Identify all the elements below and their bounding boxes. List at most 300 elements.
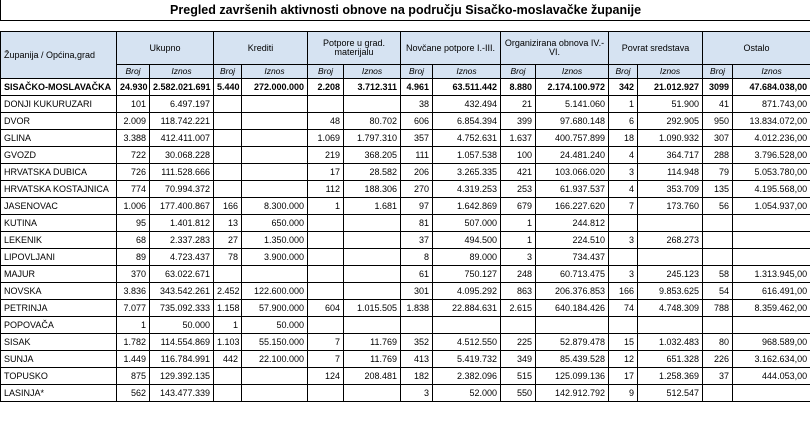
cell-broj: 774 xyxy=(117,181,150,198)
region-name: SISAČKO-MOSLAVAČKA xyxy=(1,79,117,96)
cell-broj: 307 xyxy=(703,130,733,147)
cell-broj: 24.930 xyxy=(117,79,150,96)
group-header-povrat-sredstava: Povrat sredstava xyxy=(609,32,703,65)
cell-iznos: 1.681 xyxy=(344,198,401,215)
group-header-novcane-potpore: Novčane potpore I.-III. xyxy=(401,32,501,65)
cell-broj: 1.006 xyxy=(117,198,150,215)
cell-iznos xyxy=(344,385,401,402)
cell-iznos xyxy=(536,317,609,334)
cell-iznos: 4.319.253 xyxy=(433,181,501,198)
cell-broj: 68 xyxy=(117,232,150,249)
cell-iznos: 24.481.240 xyxy=(536,147,609,164)
cell-broj: 1 xyxy=(501,215,536,232)
cell-iznos: 8.359.462,00 xyxy=(733,300,810,317)
cell-broj: 1.069 xyxy=(308,130,344,147)
cell-broj xyxy=(609,317,638,334)
region-name: JASENOVAC xyxy=(1,198,117,215)
cell-iznos: 364.717 xyxy=(638,147,703,164)
cell-broj xyxy=(214,181,242,198)
cell-iznos: 4.195.568,00 xyxy=(733,181,810,198)
cell-broj: 2.208 xyxy=(308,79,344,96)
spacer-row xyxy=(1,21,810,32)
region-name: HRVATSKA DUBICA xyxy=(1,164,117,181)
cell-iznos: 22.884.631 xyxy=(433,300,501,317)
cell-iznos: 125.099.136 xyxy=(536,368,609,385)
subheader-broj: Broj xyxy=(609,65,638,79)
cell-iznos: 2.382.096 xyxy=(433,368,501,385)
cell-broj: 56 xyxy=(703,198,733,215)
cell-broj: 37 xyxy=(401,232,433,249)
cell-iznos: 400.757.899 xyxy=(536,130,609,147)
region-name: GLINA xyxy=(1,130,117,147)
cell-broj: 101 xyxy=(117,96,150,113)
region-name: GVOZD xyxy=(1,147,117,164)
cell-broj: 58 xyxy=(703,266,733,283)
region-name: NOVSKA xyxy=(1,283,117,300)
cell-broj: 17 xyxy=(308,164,344,181)
cell-broj: 1 xyxy=(117,317,150,334)
cell-broj: 111 xyxy=(401,147,433,164)
cell-iznos: 1.401.812 xyxy=(150,215,214,232)
cell-broj: 81 xyxy=(401,215,433,232)
cell-iznos: 244.812 xyxy=(536,215,609,232)
cell-iznos: 2.174.100.972 xyxy=(536,79,609,96)
cell-iznos: 52.000 xyxy=(433,385,501,402)
cell-iznos: 3.900.000 xyxy=(242,249,308,266)
cell-iznos: 245.123 xyxy=(638,266,703,283)
cell-broj: 1.782 xyxy=(117,334,150,351)
cell-iznos: 1.057.538 xyxy=(433,147,501,164)
cell-iznos: 116.784.991 xyxy=(150,351,214,368)
cell-iznos: 512.547 xyxy=(638,385,703,402)
table-row xyxy=(1,130,810,147)
cell-broj xyxy=(703,215,733,232)
cell-iznos: 968.589,00 xyxy=(733,334,810,351)
cell-broj xyxy=(703,249,733,266)
cell-iznos: 412.411.007 xyxy=(150,130,214,147)
cell-iznos: 50.000 xyxy=(242,317,308,334)
cell-iznos xyxy=(344,96,401,113)
cell-iznos xyxy=(733,317,810,334)
cell-broj xyxy=(214,368,242,385)
cell-broj: 79 xyxy=(703,164,733,181)
cell-iznos: 444.053,00 xyxy=(733,368,810,385)
cell-broj xyxy=(609,215,638,232)
cell-iznos xyxy=(344,232,401,249)
cell-broj: 166 xyxy=(214,198,242,215)
cell-iznos: 208.481 xyxy=(344,368,401,385)
group-header-ukupno: Ukupno xyxy=(117,32,214,65)
cell-iznos xyxy=(242,181,308,198)
subheader-row xyxy=(1,65,810,79)
cell-iznos: 6.497.197 xyxy=(150,96,214,113)
cell-iznos xyxy=(733,232,810,249)
cell-iznos: 4.723.437 xyxy=(150,249,214,266)
table-title: Pregled završenih aktivnosti obnove na području Sisačko-moslavačke županije xyxy=(1,0,810,21)
cell-broj: 18 xyxy=(609,130,638,147)
cell-broj: 679 xyxy=(501,198,536,215)
cell-iznos: 268.273 xyxy=(638,232,703,249)
cell-iznos: 63.511.442 xyxy=(433,79,501,96)
cell-broj: 27 xyxy=(214,232,242,249)
cell-iznos: 4.512.550 xyxy=(433,334,501,351)
cell-iznos: 1.797.310 xyxy=(344,130,401,147)
cell-iznos xyxy=(344,215,401,232)
cell-broj: 48 xyxy=(308,113,344,130)
cell-broj: 100 xyxy=(501,147,536,164)
cell-broj xyxy=(308,317,344,334)
cell-broj: 1 xyxy=(609,96,638,113)
cell-iznos xyxy=(242,164,308,181)
cell-broj: 342 xyxy=(609,79,638,96)
cell-iznos: 28.582 xyxy=(344,164,401,181)
cell-broj: 4.961 xyxy=(401,79,433,96)
cell-iznos: 5.141.060 xyxy=(536,96,609,113)
cell-broj: 3099 xyxy=(703,79,733,96)
region-name: SISAK xyxy=(1,334,117,351)
cell-broj: 288 xyxy=(703,147,733,164)
cell-iznos: 47.684.038,00 xyxy=(733,79,810,96)
cell-iznos: 507.000 xyxy=(433,215,501,232)
cell-iznos xyxy=(242,266,308,283)
cell-broj: 41 xyxy=(703,96,733,113)
cell-iznos: 750.127 xyxy=(433,266,501,283)
cell-iznos: 2.337.283 xyxy=(150,232,214,249)
cell-iznos: 188.306 xyxy=(344,181,401,198)
cell-iznos: 272.000.000 xyxy=(242,79,308,96)
cell-broj: 12 xyxy=(609,351,638,368)
header-row xyxy=(1,32,810,65)
cell-iznos: 122.600.000 xyxy=(242,283,308,300)
cell-broj xyxy=(214,266,242,283)
cell-broj: 301 xyxy=(401,283,433,300)
cell-broj: 7 xyxy=(609,198,638,215)
cell-iznos xyxy=(344,249,401,266)
cell-broj: 21 xyxy=(501,96,536,113)
cell-iznos: 118.742.221 xyxy=(150,113,214,130)
cell-iznos xyxy=(344,283,401,300)
cell-iznos xyxy=(242,113,308,130)
cell-broj: 357 xyxy=(401,130,433,147)
cell-iznos: 11.769 xyxy=(344,351,401,368)
table-row xyxy=(1,198,810,215)
group-header-potpore-materijal: Potpore u grad. materijalu xyxy=(308,32,401,65)
cell-broj: 788 xyxy=(703,300,733,317)
group-header-krediti: Krediti xyxy=(214,32,308,65)
cell-iznos: 616.491,00 xyxy=(733,283,810,300)
cell-iznos: 114.554.869 xyxy=(150,334,214,351)
cell-broj: 253 xyxy=(501,181,536,198)
cell-iznos: 368.205 xyxy=(344,147,401,164)
cell-iznos: 63.022.671 xyxy=(150,266,214,283)
group-header-ostalo: Ostalo xyxy=(703,32,810,65)
cell-broj: 3 xyxy=(401,385,433,402)
cell-broj: 562 xyxy=(117,385,150,402)
table-row xyxy=(1,351,810,368)
cell-iznos: 4.012.236,00 xyxy=(733,130,810,147)
cell-broj: 3 xyxy=(501,249,536,266)
region-name: POPOVAČA xyxy=(1,317,117,334)
cell-iznos: 353.709 xyxy=(638,181,703,198)
cell-iznos xyxy=(242,96,308,113)
subheader-broj: Broj xyxy=(117,65,150,79)
table-row xyxy=(1,147,810,164)
cell-broj xyxy=(214,113,242,130)
region-name: LIPOVLJANI xyxy=(1,249,117,266)
cell-iznos xyxy=(242,385,308,402)
table-row xyxy=(1,283,810,300)
cell-broj: 37 xyxy=(703,368,733,385)
cell-iznos: 22.100.000 xyxy=(242,351,308,368)
table-row xyxy=(1,385,810,402)
cell-broj: 248 xyxy=(501,266,536,283)
cell-iznos xyxy=(733,385,810,402)
cell-broj: 54 xyxy=(703,283,733,300)
cell-broj: 219 xyxy=(308,147,344,164)
cell-broj: 5.440 xyxy=(214,79,242,96)
cell-iznos: 1.015.505 xyxy=(344,300,401,317)
cell-iznos: 55.150.000 xyxy=(242,334,308,351)
cell-iznos: 129.392.135 xyxy=(150,368,214,385)
cell-broj: 421 xyxy=(501,164,536,181)
table-row xyxy=(1,266,810,283)
cell-iznos: 651.328 xyxy=(638,351,703,368)
cell-broj: 1.637 xyxy=(501,130,536,147)
region-name: DVOR xyxy=(1,113,117,130)
cell-iznos: 3.712.311 xyxy=(344,79,401,96)
cell-iznos: 2.582.021.691 xyxy=(150,79,214,96)
table-row xyxy=(1,300,810,317)
cell-iznos: 6.854.394 xyxy=(433,113,501,130)
cell-broj: 604 xyxy=(308,300,344,317)
cell-iznos: 30.068.228 xyxy=(150,147,214,164)
table-row xyxy=(1,334,810,351)
cell-iznos xyxy=(344,317,401,334)
region-column-header: Županija / Općina,grad xyxy=(1,32,117,79)
region-name: LEKENIK xyxy=(1,232,117,249)
group-header-organizirana-obnova: Organizirana obnova IV.-VI. xyxy=(501,32,609,65)
cell-broj: 1 xyxy=(308,198,344,215)
cell-iznos: 292.905 xyxy=(638,113,703,130)
cell-broj: 225 xyxy=(501,334,536,351)
cell-broj xyxy=(703,232,733,249)
cell-broj xyxy=(308,385,344,402)
cell-iznos: 1.054.937,00 xyxy=(733,198,810,215)
subheader-iznos: Iznos xyxy=(150,65,214,79)
cell-iznos: 52.879.478 xyxy=(536,334,609,351)
cell-broj xyxy=(308,283,344,300)
cell-broj: 1 xyxy=(214,317,242,334)
cell-broj xyxy=(308,215,344,232)
cell-broj: 97 xyxy=(401,198,433,215)
cell-iznos: 177.400.867 xyxy=(150,198,214,215)
cell-iznos: 5.419.732 xyxy=(433,351,501,368)
cell-iznos: 51.900 xyxy=(638,96,703,113)
subheader-broj: Broj xyxy=(308,65,344,79)
cell-broj: 206 xyxy=(401,164,433,181)
cell-iznos: 111.528.666 xyxy=(150,164,214,181)
cell-iznos: 57.900.000 xyxy=(242,300,308,317)
cell-broj: 6 xyxy=(609,113,638,130)
region-name: SUNJA xyxy=(1,351,117,368)
table-row xyxy=(1,96,810,113)
table-row xyxy=(1,249,810,266)
cell-broj: 1.449 xyxy=(117,351,150,368)
cell-broj: 875 xyxy=(117,368,150,385)
cell-broj: 9 xyxy=(609,385,638,402)
subheader-iznos: Iznos xyxy=(242,65,308,79)
cell-iznos xyxy=(433,317,501,334)
cell-broj: 166 xyxy=(609,283,638,300)
cell-iznos: 70.994.372 xyxy=(150,181,214,198)
cell-iznos xyxy=(638,317,703,334)
cell-broj: 4 xyxy=(609,147,638,164)
region-name: MAJUR xyxy=(1,266,117,283)
cell-iznos: 103.066.020 xyxy=(536,164,609,181)
cell-broj: 124 xyxy=(308,368,344,385)
cell-broj: 61 xyxy=(401,266,433,283)
cell-iznos: 114.948 xyxy=(638,164,703,181)
cell-iznos: 143.477.339 xyxy=(150,385,214,402)
cell-broj xyxy=(401,317,433,334)
cell-broj: 352 xyxy=(401,334,433,351)
cell-broj: 80 xyxy=(703,334,733,351)
cell-broj: 13 xyxy=(214,215,242,232)
cell-broj xyxy=(308,249,344,266)
table-row xyxy=(1,113,810,130)
cell-iznos: 1.642.869 xyxy=(433,198,501,215)
cell-broj: 3 xyxy=(609,266,638,283)
cell-iznos: 50.000 xyxy=(150,317,214,334)
cell-broj: 349 xyxy=(501,351,536,368)
cell-broj: 270 xyxy=(401,181,433,198)
subheader-iznos: Iznos xyxy=(638,65,703,79)
cell-broj: 1.158 xyxy=(214,300,242,317)
cell-broj: 15 xyxy=(609,334,638,351)
cell-iznos: 97.680.148 xyxy=(536,113,609,130)
cell-broj: 2.452 xyxy=(214,283,242,300)
cell-broj xyxy=(214,147,242,164)
cell-broj: 3.388 xyxy=(117,130,150,147)
cell-iznos xyxy=(638,249,703,266)
cell-iznos: 640.184.426 xyxy=(536,300,609,317)
cell-broj: 89 xyxy=(117,249,150,266)
cell-broj: 8.880 xyxy=(501,79,536,96)
cell-broj: 7 xyxy=(308,334,344,351)
cell-broj: 7.077 xyxy=(117,300,150,317)
cell-iznos: 4.748.309 xyxy=(638,300,703,317)
cell-broj: 3 xyxy=(609,164,638,181)
cell-broj: 17 xyxy=(609,368,638,385)
cell-broj: 7 xyxy=(308,351,344,368)
subheader-broj: Broj xyxy=(214,65,242,79)
cell-iznos: 1.090.932 xyxy=(638,130,703,147)
cell-iznos: 734.437 xyxy=(536,249,609,266)
cell-broj xyxy=(703,317,733,334)
cell-iznos: 3.796.528,00 xyxy=(733,147,810,164)
cell-iznos: 494.500 xyxy=(433,232,501,249)
cell-iznos: 5.053.780,00 xyxy=(733,164,810,181)
cell-broj: 2.009 xyxy=(117,113,150,130)
subheader-iznos: Iznos xyxy=(536,65,609,79)
cell-iznos: 4.095.292 xyxy=(433,283,501,300)
cell-iznos: 173.760 xyxy=(638,198,703,215)
cell-broj: 78 xyxy=(214,249,242,266)
cell-iznos: 871.743,00 xyxy=(733,96,810,113)
subheader-iznos: Iznos xyxy=(344,65,401,79)
cell-broj xyxy=(214,130,242,147)
table-row xyxy=(1,215,810,232)
cell-iznos xyxy=(242,130,308,147)
cell-iznos xyxy=(733,249,810,266)
cell-iznos: 89.000 xyxy=(433,249,501,266)
subheader-iznos: Iznos xyxy=(433,65,501,79)
cell-iznos xyxy=(344,266,401,283)
cell-broj: 413 xyxy=(401,351,433,368)
cell-iznos xyxy=(242,368,308,385)
cell-broj: 182 xyxy=(401,368,433,385)
cell-iznos: 11.769 xyxy=(344,334,401,351)
cell-broj: 722 xyxy=(117,147,150,164)
cell-broj: 3 xyxy=(609,232,638,249)
subheader-broj: Broj xyxy=(703,65,733,79)
cell-broj: 38 xyxy=(401,96,433,113)
cell-iznos: 61.937.537 xyxy=(536,181,609,198)
cell-broj: 2.615 xyxy=(501,300,536,317)
region-name: TOPUSKO xyxy=(1,368,117,385)
cell-iznos: 80.702 xyxy=(344,113,401,130)
cell-iznos: 432.494 xyxy=(433,96,501,113)
cell-iznos: 1.258.369 xyxy=(638,368,703,385)
table-row xyxy=(1,317,810,334)
cell-broj xyxy=(214,385,242,402)
region-name: DONJI KUKURUZARI xyxy=(1,96,117,113)
cell-broj xyxy=(308,266,344,283)
cell-broj: 135 xyxy=(703,181,733,198)
cell-iznos: 4.752.631 xyxy=(433,130,501,147)
cell-iznos: 224.510 xyxy=(536,232,609,249)
cell-broj: 515 xyxy=(501,368,536,385)
cell-iznos: 735.092.333 xyxy=(150,300,214,317)
cell-iznos xyxy=(638,215,703,232)
cell-iznos: 8.300.000 xyxy=(242,198,308,215)
region-name: LASINJA* xyxy=(1,385,117,402)
table-row xyxy=(1,368,810,385)
cell-broj: 442 xyxy=(214,351,242,368)
cell-broj: 95 xyxy=(117,215,150,232)
cell-broj: 863 xyxy=(501,283,536,300)
cell-iznos: 650.000 xyxy=(242,215,308,232)
cell-broj xyxy=(609,249,638,266)
cell-iznos: 1.350.000 xyxy=(242,232,308,249)
cell-iznos: 1.032.483 xyxy=(638,334,703,351)
cell-iznos xyxy=(242,147,308,164)
table-row xyxy=(1,232,810,249)
cell-iznos: 60.713.475 xyxy=(536,266,609,283)
region-name: KUTINA xyxy=(1,215,117,232)
cell-iznos: 13.834.072,00 xyxy=(733,113,810,130)
cell-iznos: 166.227.620 xyxy=(536,198,609,215)
subheader-broj: Broj xyxy=(501,65,536,79)
cell-broj: 112 xyxy=(308,181,344,198)
cell-broj: 3.836 xyxy=(117,283,150,300)
cell-broj xyxy=(214,164,242,181)
cell-iznos xyxy=(733,215,810,232)
cell-broj: 74 xyxy=(609,300,638,317)
cell-broj xyxy=(501,317,536,334)
cell-broj xyxy=(214,96,242,113)
subheader-iznos: Iznos xyxy=(733,65,810,79)
